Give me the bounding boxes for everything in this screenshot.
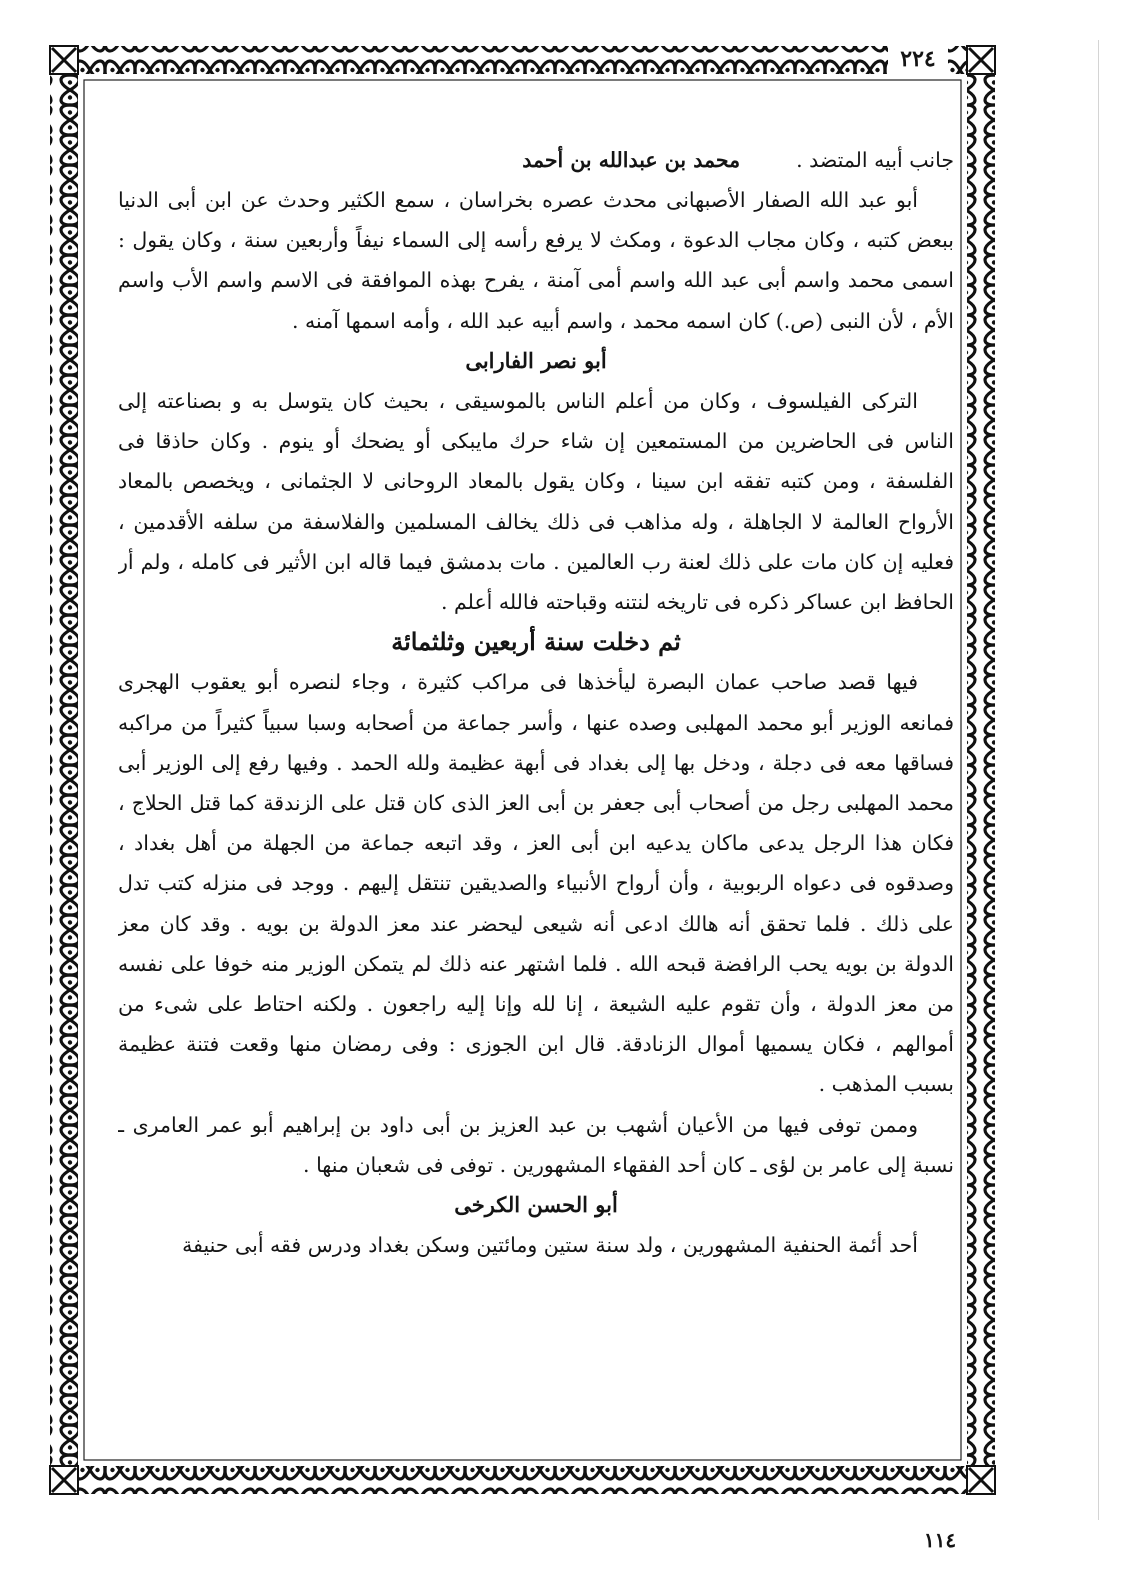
entry-heading-karkhi: أبو الحسن الكرخى	[454, 1192, 618, 1218]
paragraph-year-events: فيها قصد صاحب عمان البصرة ليأخذها فى مراكب كثيرة ، وجاء لنصره أبو يعقوب الهجرى فمانعه الوزير أبو محمد المهلبى وصده عنها ، وأسر جماعة من أصحابه وسبا سبياً كثيراً من مراكبه فساقها معه فى دجلة ، ودخل بها إلى بغداد فى أبهة عظيمة ولله الحمد . وفيها رفع إلى الوزير أبى محمد المهلبى رجل من أصحاب أبى جعفر بن أبى العز الذى كان قتل على الزندقة كما قتل الحلاج ، فكان هذا الرجل يدعى ماكان يدعيه ابن أبى العز ، وقد اتبعه جماعة من الجهلة من أهل بغداد ، وصدقوه فى دعواه الربوبية ، وأن أرواح الأنبياء والصديقين تنتقل إليهم . ووجد فى منزله كتب تدل على ذلك . فلما تحقق أنه هالك ادعى أنه شيعى ليحضر عند معز الدولة بن بويه . وقد كان معز الدولة بن بويه يحب الرافضة قبحه الله . فلما اشتهر عنه ذلك لم يتمكن الوزير منه خوفا على نفسه من معز الدولة ، وأن تقوم عليه الشيعة ، إنا لله وإنا إليه راجعون . ولكنه احتاط على شىء من أموالهم ، فكان يسميها أموال الزنادقة. قال ابن الجوزى : وفى رمضان منها وقعت فتنة عظيمة بسبب المذهب .	[118, 670, 954, 1097]
folio-number: ١١٤	[923, 1528, 957, 1552]
entry-heading-farabi: أبو نصر الفارابى	[465, 347, 607, 373]
page-edge-line	[1098, 40, 1099, 1520]
continuation-text: جانب أبيه المتضد .	[796, 148, 954, 172]
page-body	[118, 140, 954, 1450]
paragraph-karkhi: أحد أئمة الحنفية المشهورين ، ولد سنة ستين ومائتين وسكن بغداد ودرس فقه أبى حنيفة	[182, 1233, 918, 1258]
entry-heading-muhammad: محمد بن عبدالله بن أحمد	[522, 148, 741, 172]
paragraph-saffar: أبو عبد الله الصفار الأصبهانى محدث عصره بخراسان ، سمع الكثير وحدث عن ابن أبى الدنيا ببعض كتبه ، وكان مجاب الدعوة ، ومكث لا يرفع رأسه إلى السماء نيفاً وأربعين سنة ، وكان يقول : اسمى محمد واسم أبى عبد الله واسم أمى آمنة ، يفرح بهذه الموافقة فى الاسم واسم الأب واسم الأم ، لأن النبى (ص.) كان اسمه محمد ، واسم أبيه عبد الله ، وأمه اسمها آمنه .	[118, 188, 954, 333]
paragraph-deaths: وممن توفى فيها من الأعيان أشهب بن عبد العزيز بن أبى داود بن إبراهيم أبو عمر العامرى ـ نسبة إلى عامر بن لؤى ـ كان أحد الفقهاء المشهورين . توفى فى شعبان منها .	[118, 1112, 954, 1177]
first-line	[118, 140, 954, 180]
page-number: ٢٢٤	[888, 44, 948, 74]
paragraph-farabi: التركى الفيلسوف ، وكان من أعلم الناس بالموسيقى ، بحيث كان يتوسل به و بصناعته إلى الناس فى الحاضرين من المستمعين إن شاء حرك مايبكى أو يضحك أو ينوم . وكان حاذقا فى الفلسفة ، ومن كتبه تفقه ابن سينا ، وكان يقول بالمعاد الروحانى لا الجثمانى ، ويخصص بالمعاد الأرواح العالمة لا الجاهلة ، وله مذاهب فى ذلك يخالف المسلمين والفلاسفة من سلفه الأقدمين ، فعليه إن كان مات على ذلك لعنة رب العالمين . مات بدمشق فيما قاله ابن الأثير فى كامله ، ولم أر الحافظ ابن عساكر ذكره فى تاريخه لنتنه وقباحته فالله أعلم .	[118, 389, 954, 615]
year-heading: ثم دخلت سنة أربعين وثلثمائة	[391, 627, 681, 657]
